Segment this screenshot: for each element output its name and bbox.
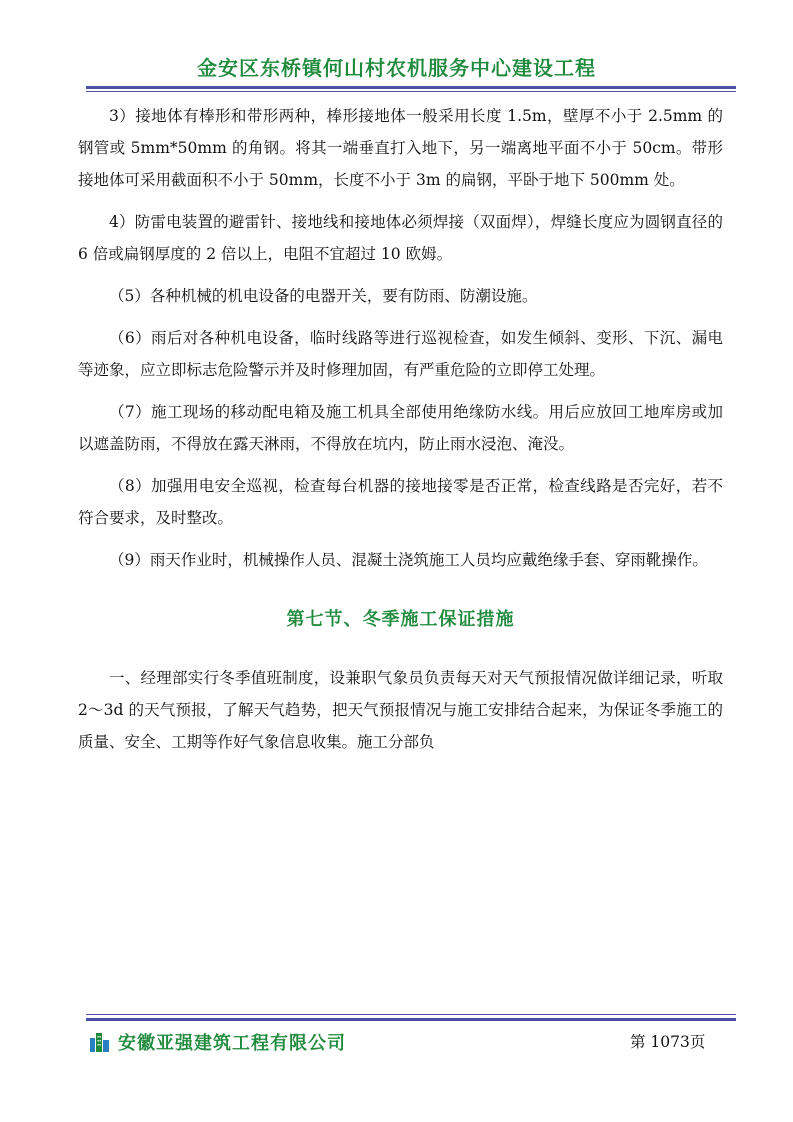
footer-rule-thin: [86, 1014, 736, 1015]
paragraph: （7）施工现场的移动配电箱及施工机具全部使用绝缘防水线。用后应放回工地库房或加以遮盖防雨，不得放在露天淋雨，不得放在坑内，防止雨水浸泡、淹没。: [78, 403, 723, 453]
document-body: [78, 100, 723, 768]
footer-rule-thick: [86, 1018, 736, 1021]
paragraph: （8）加强用电安全巡视，检查每台机器的接地接零是否正常，检查线路是否完好，若不符合要求，及时整改。: [78, 477, 723, 527]
section-heading: 第七节、冬季施工保证措施: [286, 609, 515, 630]
header-title: 金安区东桥镇何山村农机服务中心建设工程: [197, 56, 596, 80]
building-logo-icon: [88, 1030, 112, 1054]
paragraph: 4）防雷电装置的避雷针、接地线和接地体必须焊接（双面焊），焊缝长度应为圆钢直径的 6 倍或扁钢厚度的 2 倍以上，电阻不宜超过 10 欧姆。: [78, 213, 723, 263]
paragraph: 3）接地体有棒形和带形两种，棒形接地体一般采用长度 1.5m，壁厚不小于 2.5mm 的钢管或 5mm*50mm 的角钢。将其一端垂直打入地下，另一端离地平面不小于 50cm。带形接地体可采用截面积不小于 50mm，长度不小于 3m 的扁钢，平卧于地下 500mm 处。: [78, 107, 723, 189]
paragraph: 一、经理部实行冬季值班制度，设兼职气象员负责每天对天气预报情况做详细记录，听取 2～3d 的天气预报，了解天气趋势，把天气预报情况与施工安排结合起来，为保证冬季施工的质量、安全、工期等作好气象信息收集。施工分部负: [78, 669, 723, 751]
paragraph: （6）雨后对各种机电设备，临时线路等进行巡视检查，如发生倾斜、变形、下沉、漏电等迹象，应立即标志危险警示并及时修理加固，有严重危险的立即停工处理。: [78, 329, 723, 379]
header-rule-thin: [86, 91, 736, 92]
header-rule-thick: [86, 86, 736, 89]
paragraph: （9）雨天作业时，机械操作人员、混凝土浇筑施工人员均应戴绝缘手套、穿雨靴操作。: [109, 551, 708, 569]
page-number: 第 1073页: [630, 1033, 706, 1051]
footer-company-name: 安徽亚强建筑工程有限公司: [118, 1033, 346, 1054]
paragraph: （5）各种机械的机电设备的电器开关，要有防雨、防潮设施。: [109, 287, 538, 305]
footer-company: [88, 1029, 346, 1055]
